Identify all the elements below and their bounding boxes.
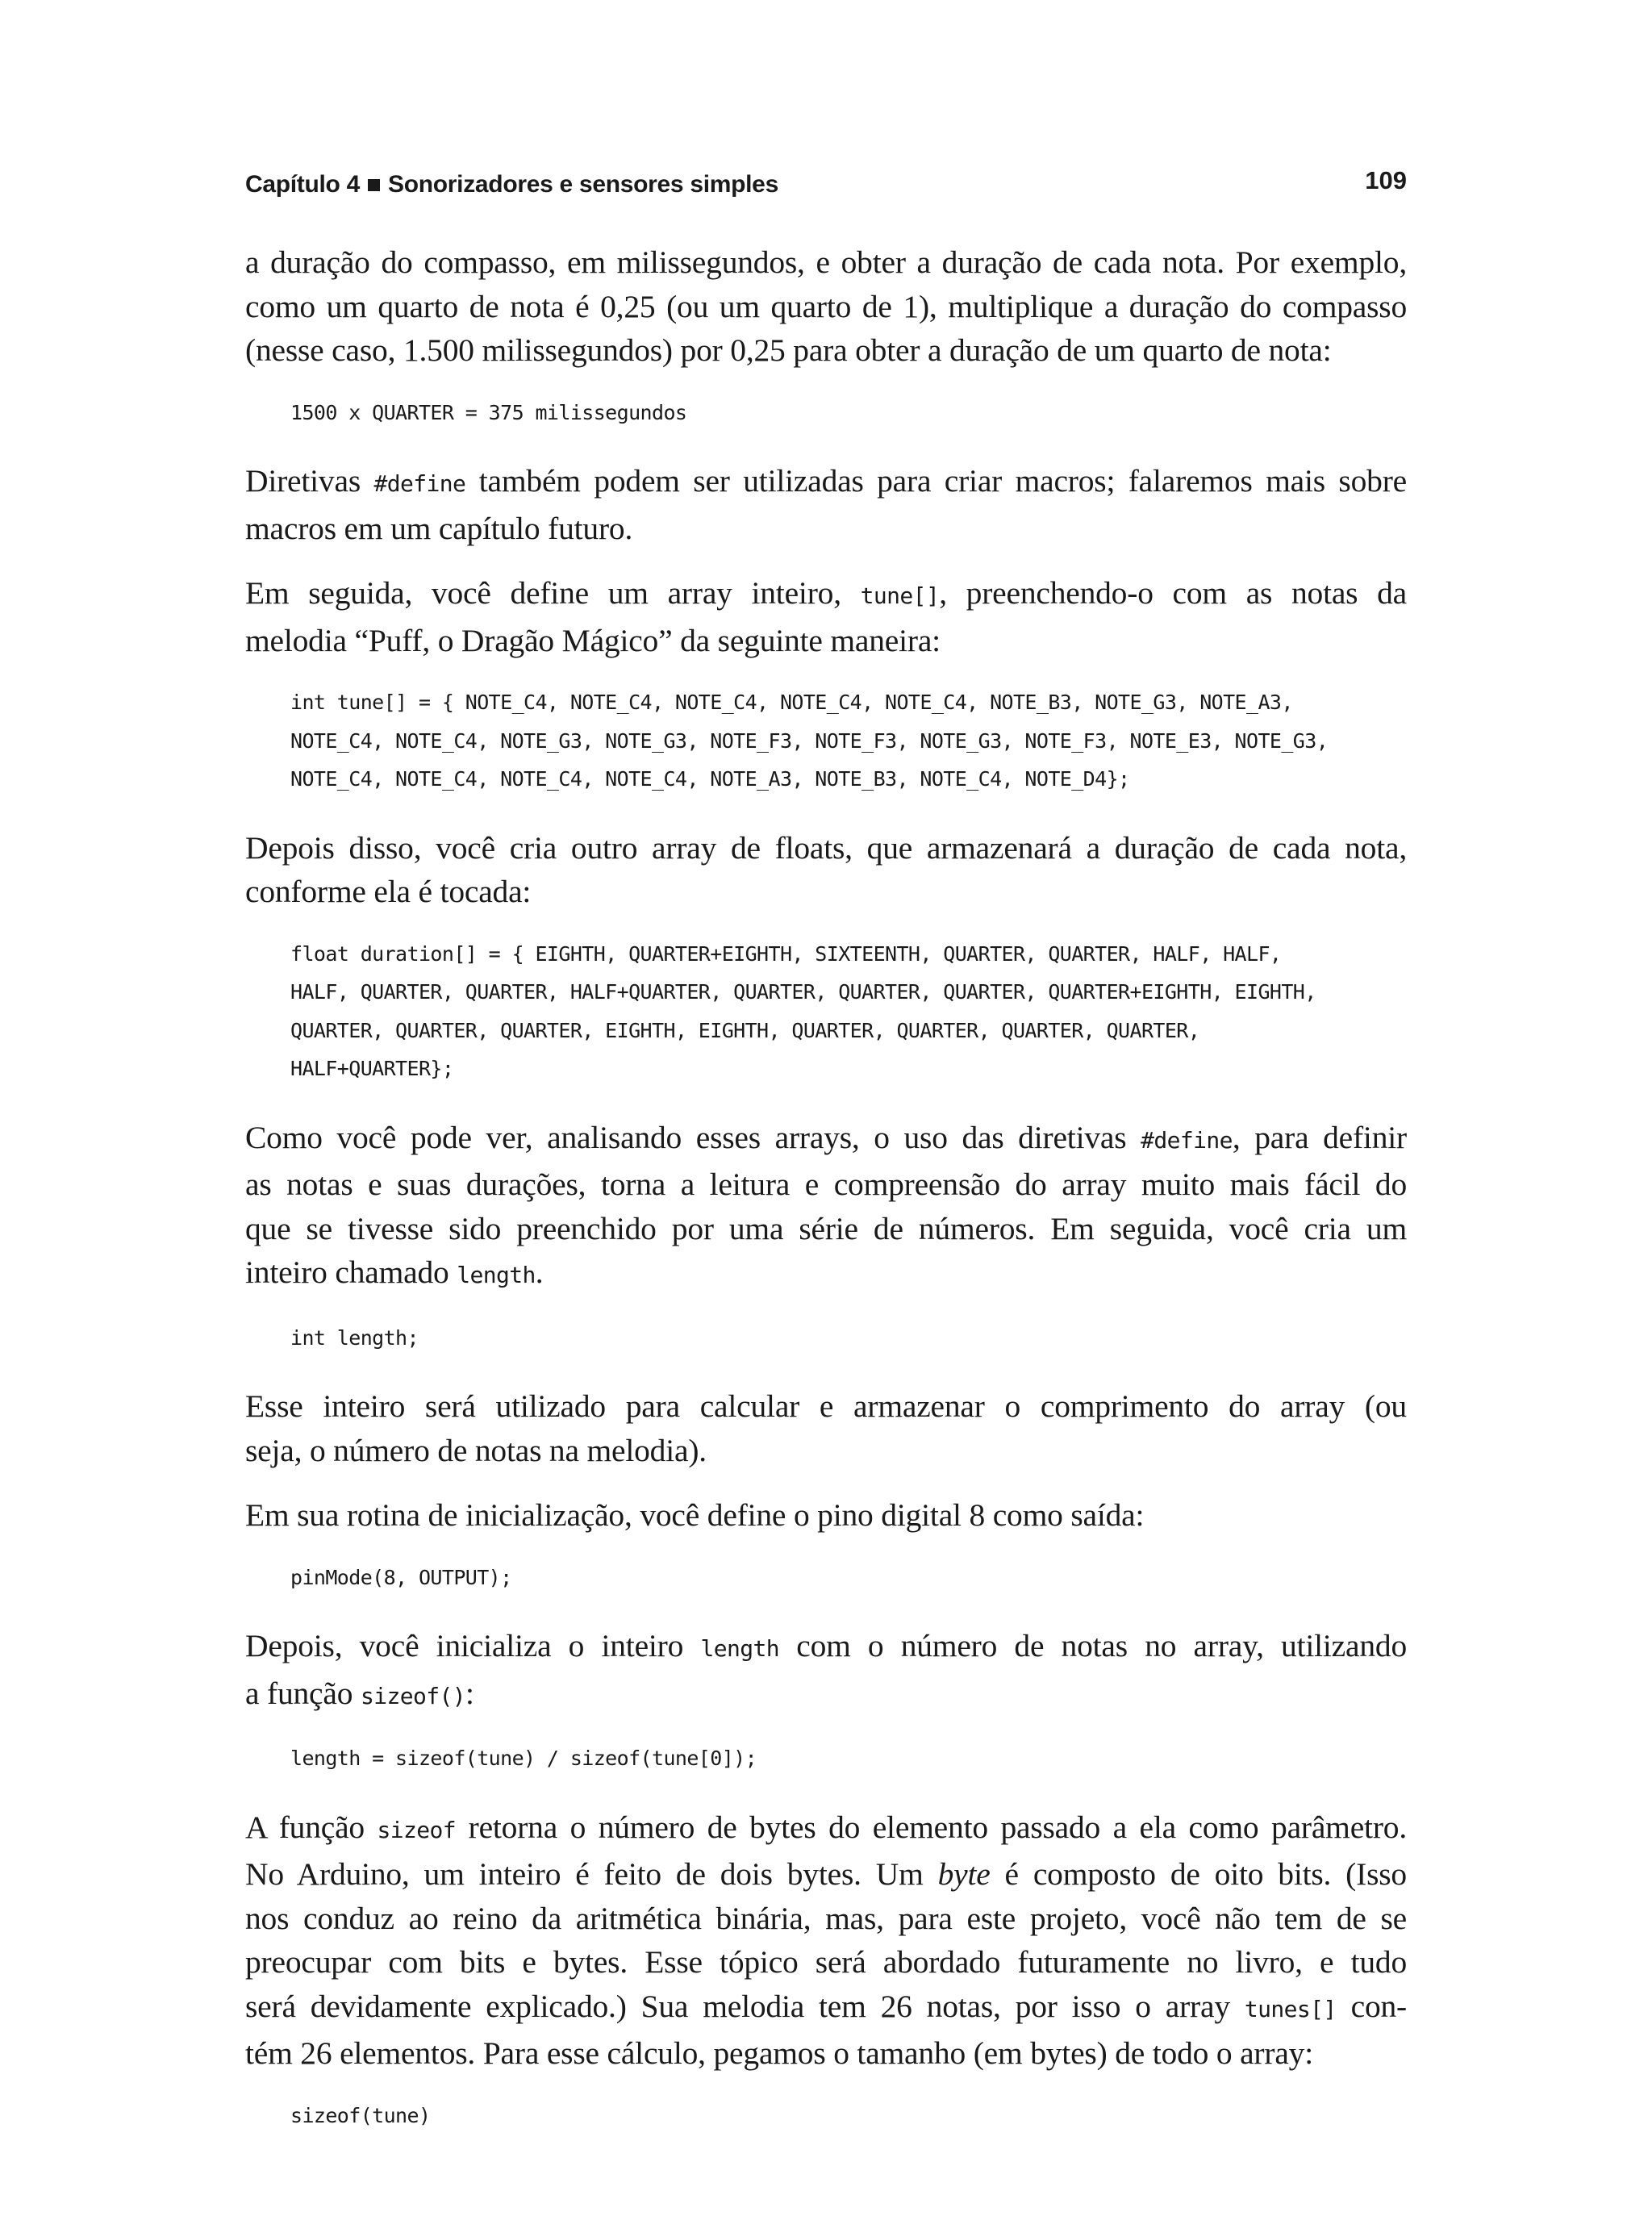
text-line: Diretivas #define também podem ser utilizadas para criar macros; falaremos mais sobre (245, 463, 1407, 499)
code-block-5: pinMode(8, OUTPUT); (290, 1565, 512, 1589)
paragraph-2 (245, 459, 1407, 550)
section-label: Sonorizadores e sensores simples (388, 171, 778, 198)
paragraph-6 (245, 1384, 1407, 1472)
text-line: a duração do compasso, em milissegundos, e obter a duração de cada nota. Por exemplo, (245, 244, 1407, 280)
paragraph-9 (245, 1805, 1407, 2076)
inline-code: sizeof (377, 1816, 457, 1843)
text-line: Esse inteiro será utilizado para calcular e armazenar o comprimento do array (ou (245, 1388, 1407, 1424)
inline-code: length (457, 1262, 536, 1288)
code-block-2: int tune[] = { NOTE_C4, NOTE_C4, NOTE_C4, NOTE_C4, NOTE_C4, NOTE_B3, NOTE_G3, NOTE_A3, NOTE_C4, NOTE_C4, NOTE_G3, NOTE_G3, NOTE_F3, NOTE_F3, NOTE_G3, NOTE_F3, NOTE_E3, NOTE_G3, NOTE_C4, NOTE_C4, NOTE_C4, NOTE_C4, NOTE_A3, NOTE_B3, NOTE_C4, NOTE_D4}; (290, 691, 1329, 791)
text-line: Em sua rotina de inicialização, você define o pino digital 8 como saída: (245, 1497, 1145, 1533)
text-line: conforme ela é tocada: (245, 874, 532, 909)
text-line: (nesse caso, 1.500 milissegundos) por 0,25 para obter a duração de um quarto de nota: (245, 332, 1332, 368)
paragraph-8 (245, 1624, 1407, 1718)
italic-term: byte (937, 1856, 991, 1892)
square-bullet-icon (368, 179, 380, 191)
text-line: as notas e suas durações, torna a leitura e compreensão do array muito mais fácil do (245, 1167, 1407, 1202)
inline-code: tunes[] (1244, 1995, 1337, 2022)
running-header (245, 166, 1407, 215)
text-line: Como você pode ver, analisando esses arrays, o uso das diretivas #define, para definir (245, 1119, 1407, 1155)
page-number: 109 (1365, 166, 1407, 194)
inline-code: #define (1141, 1126, 1233, 1154)
text-line: seja, o número de notas na melodia). (245, 1432, 707, 1468)
chapter-header (245, 171, 778, 198)
text-line: preocupar com bits e bytes. Esse tópico será abordado futuramente no livro, e tudo (245, 1944, 1407, 1980)
text-line: melodia “Puff, o Dragão Mágico” da seguinte maneira: (245, 622, 941, 658)
text-line: Em seguida, você define um array inteiro, tune[], preenchendo-o com as notas da (245, 575, 1408, 611)
code-block-3: float duration[] = { EIGHTH, QUARTER+EIGHTH, SIXTEENTH, QUARTER, QUARTER, HALF, HALF, HALF, QUARTER, QUARTER, HALF+QUARTER, QUARTER, QUARTER, QUARTER, QUARTER+EIGHTH, EIGHTH, QUARTER, QUARTER, QUARTER, EIGHTH, EIGHTH, QUARTER, QUARTER, QUARTER, QUARTER, HALF+QUARTER}; (290, 941, 1316, 1080)
inline-code: length (700, 1635, 779, 1662)
text-line: inteiro chamado length. (245, 1254, 544, 1290)
code-block-4: int length; (290, 1325, 419, 1350)
text-line: Depois, você inicializa o inteiro length com o número de notas no array, utilizando (245, 1628, 1407, 1663)
chapter-label: Capítulo 4 (245, 171, 361, 198)
code-block-6: length = sizeof(tune) / sizeof(tune[0]); (290, 1747, 757, 1770)
page-body (245, 240, 1407, 2135)
text-line: Depois disso, você cria outro array de floats, que armazenará a duração de cada nota, (245, 829, 1407, 866)
text-line: tém 26 elementos. Para esse cálculo, pegamos o tamanho (em bytes) de todo o array: (245, 2035, 1313, 2071)
inline-code: #define (373, 470, 466, 497)
text-line: nos conduz ao reino da aritmética binária, mas, para este projeto, você não tem de se (245, 1900, 1407, 1936)
text-line: a função sizeof(): (245, 1675, 474, 1711)
text-line: A função sizeof retorna o número de bytes do elemento passado a ela como parâmetro. (245, 1809, 1407, 1845)
paragraph-7 (245, 1493, 1407, 1538)
inline-code: tune[] (860, 582, 940, 609)
code-block-1: 1500 x QUARTER = 375 milissegundos (290, 400, 687, 424)
text-line: No Arduino, um inteiro é feito de dois bytes. Um byte é composto de oito bits. (Isso (245, 1856, 1407, 1892)
code-block-7: sizeof(tune) (290, 2103, 431, 2127)
inline-code: sizeof() (360, 1682, 466, 1709)
text-line: macros em um capítulo futuro. (245, 510, 633, 546)
text-line: como um quarto de nota é 0,25 (ou um quarto de 1), multiplique a duração do compasso (245, 288, 1407, 324)
text-line: que se tivesse sido preenchido por uma série de números. Em seguida, você cria um (245, 1210, 1407, 1246)
text-line: será devidamente explicado.) Sua melodia tem 26 notas, por isso o array tunes[] con- (245, 1988, 1408, 2024)
paragraph-3 (245, 571, 1407, 662)
paragraph-1 (245, 240, 1407, 373)
paragraph-5 (245, 1116, 1407, 1298)
paragraph-4 (245, 826, 1407, 914)
